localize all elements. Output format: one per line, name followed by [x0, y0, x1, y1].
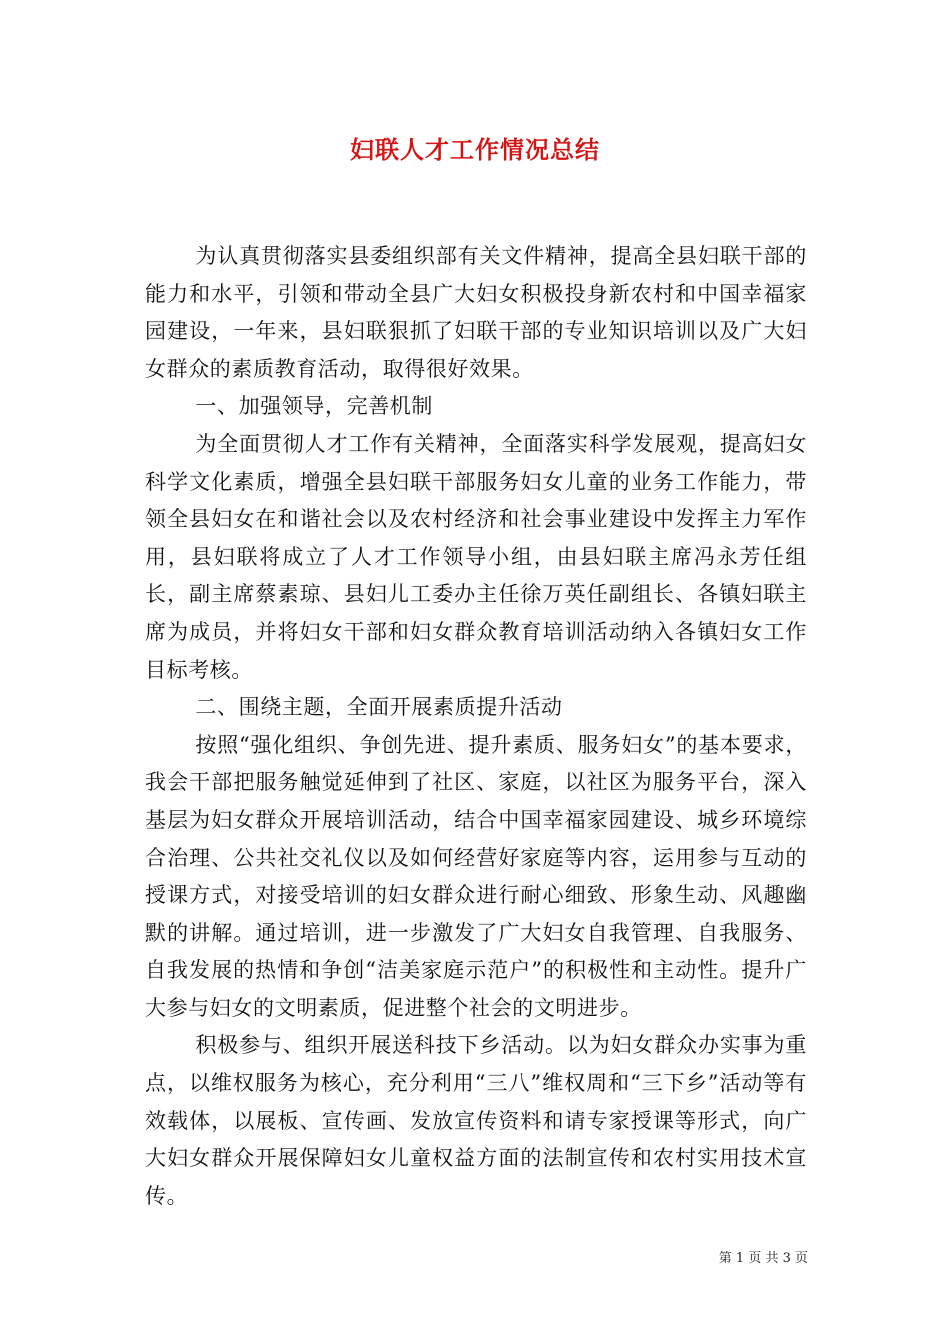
document-title: 妇联人才工作情况总结: [350, 135, 600, 164]
page-number-footer: 第 1 页 共 3 页: [718, 1251, 808, 1266]
paragraph-section-1: 为全面贯彻人才工作有关精神，全面落实科学发展观，提高妇女科学文化素质，增强全县妇联干部服务妇女儿童的业务工作能力，带领全县妇女在和谐社会以及农村经济和社会事业建设中发挥主力军作用，县妇联将成立了人才工作领导小组，由县妇联主席冯永芳任组长，副主席蔡素琼、县妇儿工委办主任徐万英任副组长、各镇妇联主席为成员，并将妇女干部和妇女群众教育培训活动纳入各镇妇女工作目标考核。: [145, 431, 807, 682]
section-heading-1: 一、加强领导，完善机制: [195, 394, 433, 419]
paragraph-section-2b: 积极参与、组织开展送科技下乡活动。以为妇女群众办实事为重点，以维权服务为核心，充分利用“三八”维权周和“三下乡”活动等有效载体，以展板、宣传画、发放宣传资料和请专家授课等形式，向广大妇女群众开展保障妇女儿童权益方面的法制宣传和农村实用技术宣传。: [145, 1033, 807, 1208]
paragraph-intro: 为认真贯彻落实县委组织部有关文件精神，提高全县妇联干部的能力和水平，引领和带动全县广大妇女积极投身新农村和中国幸福家园建设，一年来，县妇联狠抓了妇联干部的专业知识培训以及广大妇女群众的素质教育活动，取得很好效果。: [145, 244, 807, 381]
section-heading-2: 二、围绕主题，全面开展素质提升活动: [195, 695, 563, 720]
document-body: [145, 238, 807, 1215]
paragraph-section-2a: 按照“强化组织、争创先进、提升素质、服务妇女”的基本要求，我会干部把服务触觉延伸到了社区、家庭，以社区为服务平台，深入基层为妇女群众开展培训活动，结合中国幸福家园建设、城乡环境综合治理、公共社交礼仪以及如何经营好家庭等内容，运用参与互动的授课方式，对接受培训的妇女群众进行耐心细致、形象生动、风趣幽默的讲解。通过培训，进一步激发了广大妇女自我管理、自我服务、自我发展的热情和争创“洁美家庭示范户”的积极性和主动性。提升广大参与妇女的文明素质，促进整个社会的文明进步。: [145, 732, 807, 1020]
